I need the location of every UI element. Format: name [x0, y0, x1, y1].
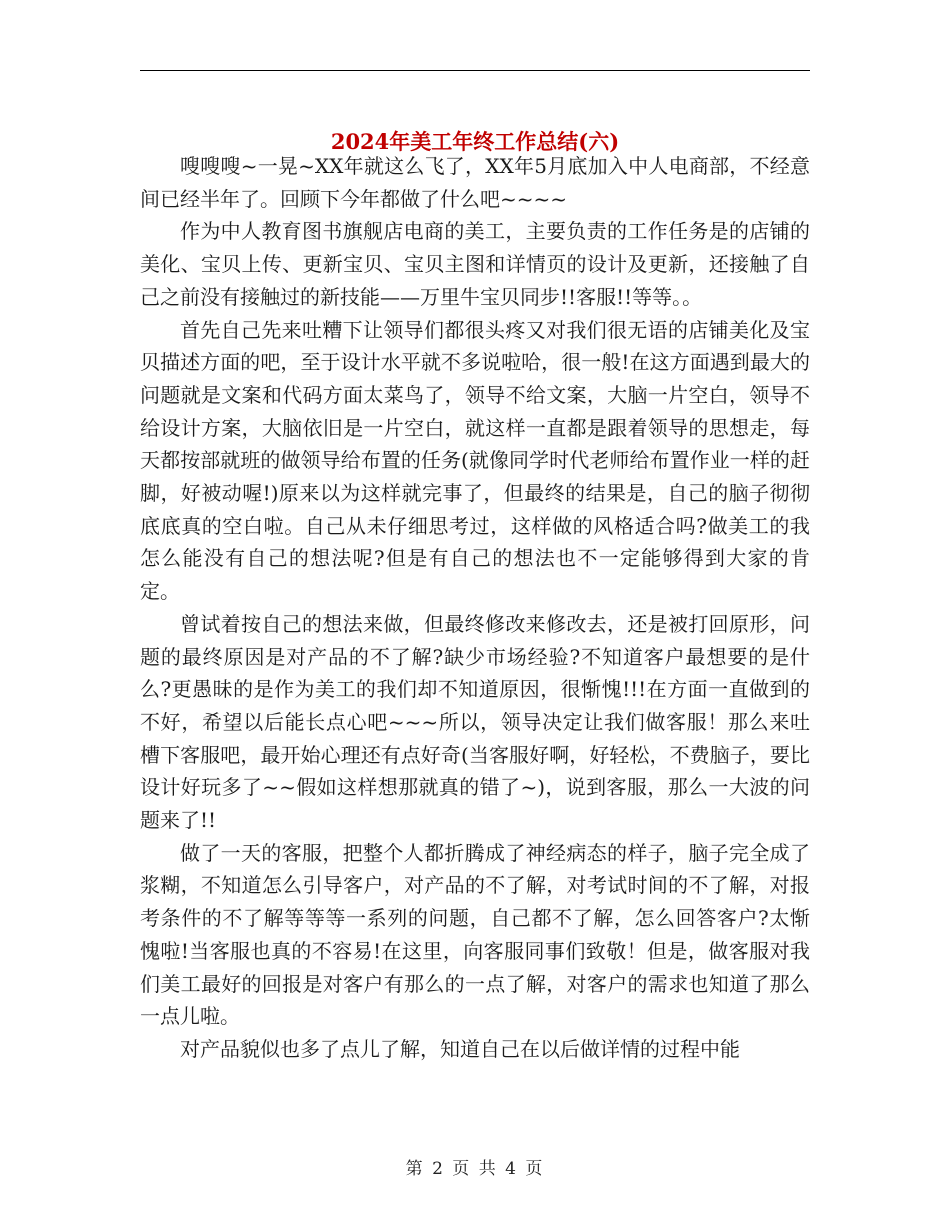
paragraph: 做了一天的客服，把整个人都折腾成了神经病态的样子，脑子完全成了浆糊，不知道怎么引导客户，对产品的不了解，对考试时间的不了解，对报考条件的不了解等等等一系列的问题，自己都不了解，怎么回答客户?太惭愧啦!当客服也真的不容易!在这里，向客服同事们致敬！但是，做客服对我们美工最好的回报是对客户有那么的一点了解，对客户的需求也知道了那么一点儿啦。: [140, 840, 810, 1029]
paragraph: 作为中人教育图书旗舰店电商的美工，主要负责的工作任务是的店铺的美化、宝贝上传、更新宝贝、宝贝主图和详情页的设计及更新，还接触了自己之前没有接触过的新技能——万里牛宝贝同步!!客服!!等等。。: [140, 219, 810, 309]
document-title: 2024年美工年终工作总结(六): [330, 129, 620, 155]
paragraph: 嗖嗖嗖~一晃~XX年就这么飞了，XX年5月底加入中人电商部，不经意间已经半年了。回顾下今年都做了什么吧~~~~: [140, 154, 810, 211]
document-body: [140, 150, 810, 1066]
paragraph: 曾试着按自己的想法来做，但最终修改来修改去，还是被打回原形，问题的最终原因是对产品的不了解?缺少市场经验?不知道客户最想要的是什么?更愚昧的是作为美工的我们却不知道原因，很惭愧!!!在方面一直做到的不好，希望以后能长点心吧~~~所以，领导决定让我们做客服！那么来吐槽下客服吧，最开始心理还有点好奇(当客服好啊，好轻松，不费脑子，要比设计好玩多了~~假如这样想那就真的错了~)，说到客服，那么一大波的问题来了!!: [140, 611, 810, 833]
page-number: 第 2 页 共 4 页: [405, 1159, 545, 1179]
paragraph: 对产品貌似也多了点儿了解，知道自己在以后做详情的过程中能: [180, 1036, 740, 1061]
paragraph: 首先自己先来吐糟下让领导们都很头疼又对我们很无语的店铺美化及宝贝描述方面的吧，至于设计水平就不多说啦哈，很一般!在这方面遇到最大的问题就是文案和代码方面太菜鸟了，领导不给文案，大脑一片空白，领导不给设计方案，大脑依旧是一片空白，就这样一直都是跟着领导的思想走，每天都按部就班的做领导给布置的任务(就像同学时代老师给布置作业一样的赶脚，好被动喔!)原来以为这样就完事了，但最终的结果是，自己的脑子彻彻底底真的空白啦。自己从未仔细思考过，这样做的风格适合吗?做美工的我怎么能没有自己的想法呢?但是有自己的想法也不一定能够得到大家的肯定。: [140, 317, 810, 604]
header-rule: [140, 70, 810, 71]
